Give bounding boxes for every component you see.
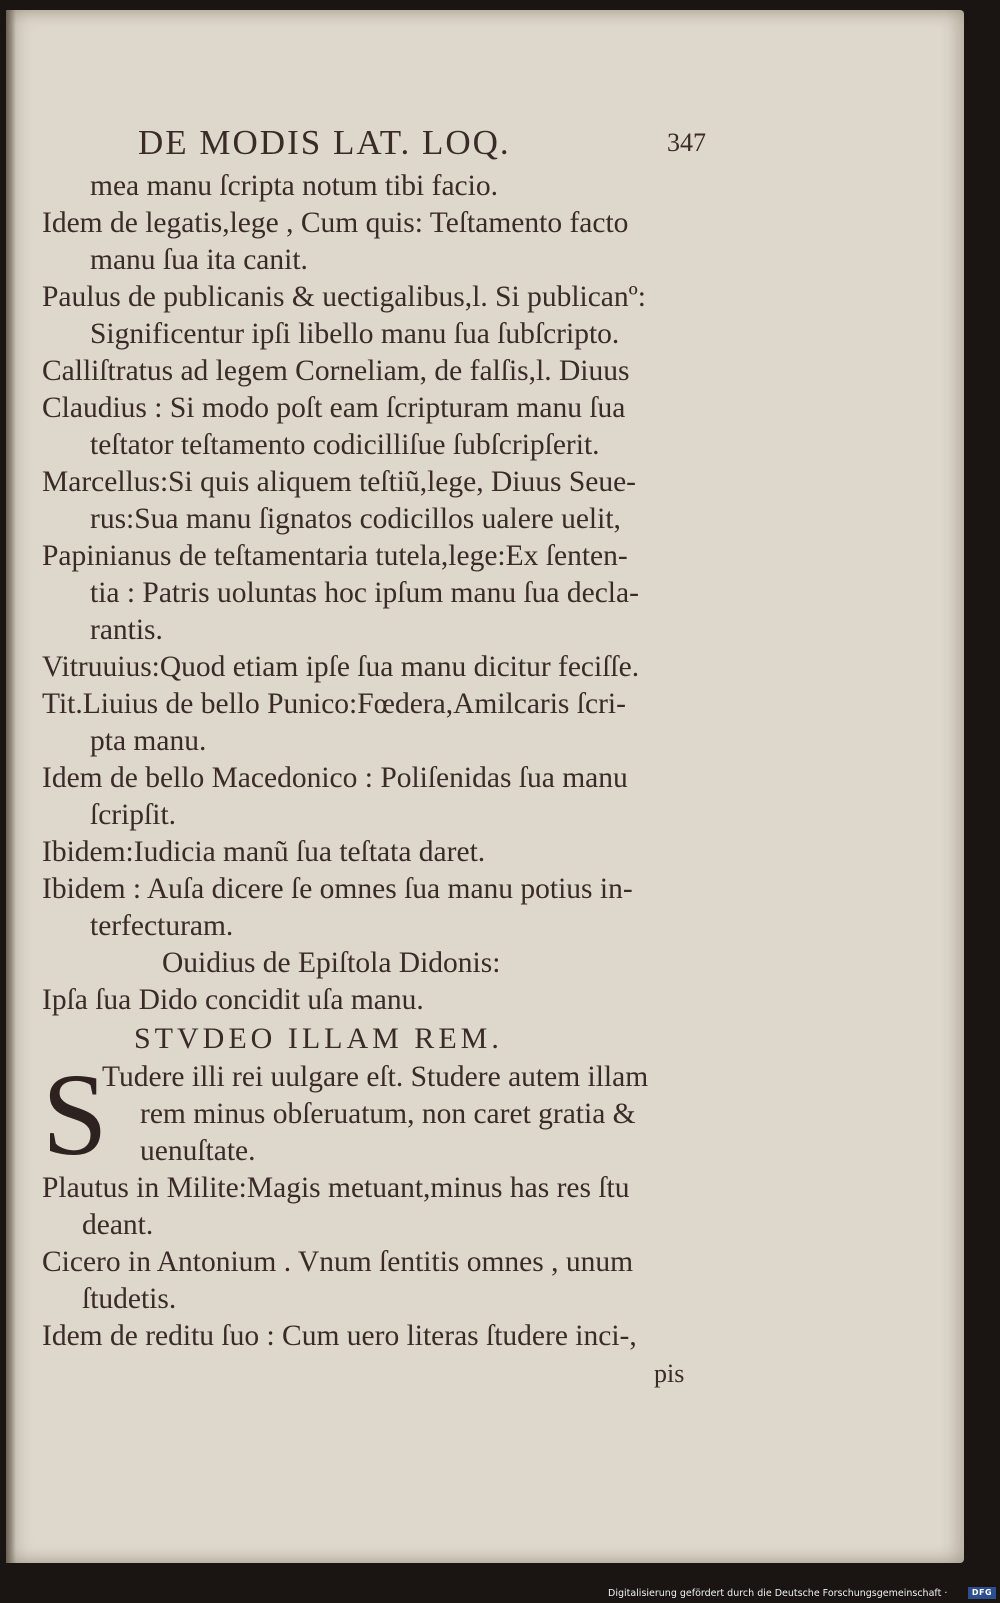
section-heading: STVDEO ILLAM REM. [134,1022,503,1055]
text-line: Idem de legatis,lege , Cum quis: Teſtamento facto [42,207,629,239]
text-line: Tudere illi rei uulgare eſt. Studere autem illam [102,1061,649,1093]
text-line: pta manu. [90,725,207,757]
text-line: Papinianus de teſtamentaria tutela,lege:Ex ſenten- [42,540,628,572]
text-line: deant. [82,1209,154,1241]
initial-paragraph-lines [102,1059,742,1170]
text-line: uenuſtate. [140,1135,256,1167]
text-line: mea manu ſcripta notum tibi facio. [90,170,498,202]
folio-number: 347 [667,128,706,157]
book-page [6,10,964,1563]
text-line: ſcripſit. [90,799,177,831]
text-line: ſtudetis. [82,1283,177,1315]
text-line: tia : Patris uoluntas hoc ipſum manu ſua decla- [90,577,639,609]
page-text [42,118,717,1392]
initial-paragraph [42,1049,717,1180]
dfg-logo: DFG [968,1587,996,1599]
text-line: Paulus de publicanis & uectigalibus,l. Si publicanº: [42,281,646,313]
text-line: Idem de reditu ſuo : Cum uero literas ſtudere inci-, [42,1320,637,1352]
catchword: pis [654,1359,685,1388]
text-line: Cicero in Antonium . Vnum ſentitis omnes , unum [42,1246,634,1278]
digitization-credit: Digitalisierung gefördert durch die Deutsche Forschungsgemeinschaft · [608,1588,948,1599]
text-line: Ibidem:Iudicia manũ ſua teſtata daret. [42,836,486,868]
text-line: Plautus in Milite:Magis metuant,minus has res ſtu [42,1172,630,1204]
text-line: Claudius : Si modo poſt eam ſcripturam manu ſua [42,392,626,424]
running-head [42,118,717,168]
text-line: Tit.Liuius de bello Punico:Fœdera,Amilcaris ſcri- [42,688,626,720]
text-line: Marcellus:Si quis aliquem teſtiũ,lege, Diuus Seue- [42,466,636,498]
text-line: rantis. [90,614,163,646]
text-line: teſtator teſtamento codicilliſue ſubſcripſerit. [90,429,600,461]
text-line: Idem de bello Macedonico : Poliſenidas ſua manu [42,762,628,794]
text-line: Ibidem : Auſa dicere ſe omnes ſua manu potius in- [42,873,633,905]
text-line: manu ſua ita canit. [90,244,308,276]
text-line: rem minus obſeruatum, non caret gratia & [140,1098,636,1130]
running-title: DE MODIS LAT. LOQ. [138,123,511,162]
text-line: Significentur ipſi libello manu ſua ſubſcripto. [90,318,620,350]
text-line: rus:Sua manu ſignatos codicillos ualere uelit, [90,503,621,535]
text-line: terfecturam. [90,910,234,942]
text-line: Calliſtratus ad legem Corneliam, de falſis,l. Diuus [42,355,630,387]
gutter-shadow [6,10,16,1563]
drop-cap-initial: S [42,1049,108,1180]
text-line: Vitruuius:Quod etiam ipſe ſua manu dicitur feciſſe. [42,651,640,683]
text-line: Ipſa ſua Dido concidit uſa manu. [42,984,424,1016]
text-line: Ouidius de Epiſtola Didonis: [162,947,501,979]
